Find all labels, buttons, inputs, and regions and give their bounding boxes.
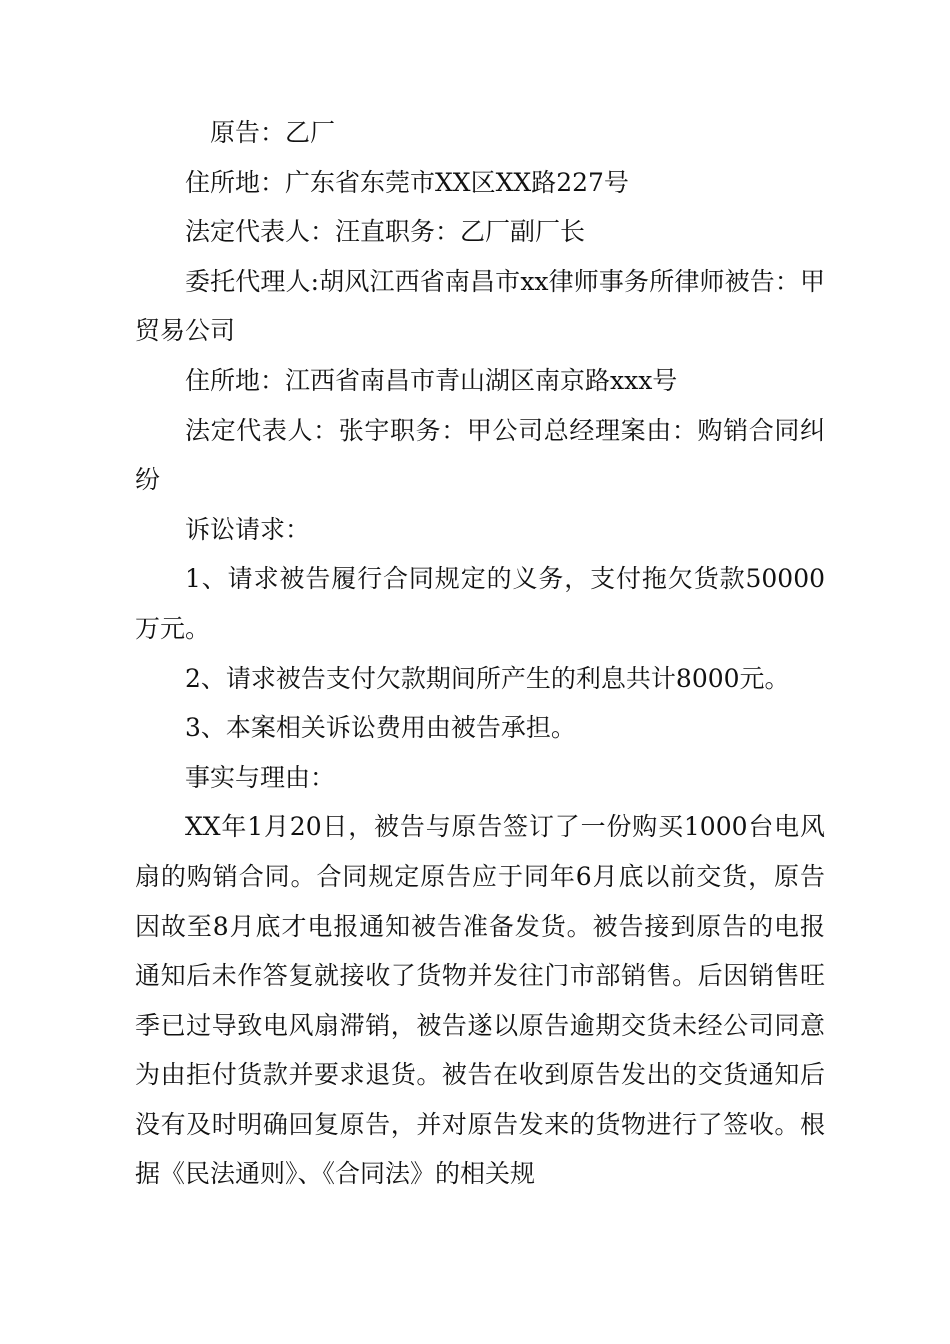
agent-and-defendant-line: 委托代理人:胡风江西省南昌市xx律师事务所律师被告：甲贸易公司 xyxy=(135,266,825,346)
claim-item-2: 2、请求被告支付欠款期间所产生的利息共计8000元。 xyxy=(185,663,790,693)
defendant-representative-and-cause-line: 法定代表人：张宇职务：甲公司总经理案由：购销合同纠纷 xyxy=(135,415,825,495)
plaintiff-address-line: 住所地：广东省东莞市XX区XX路227号 xyxy=(185,167,629,197)
document-body xyxy=(135,108,825,1199)
claim-item-3: 3、本案相关诉讼费用由被告承担。 xyxy=(185,713,576,743)
plaintiff-representative-line: 法定代表人：汪直职务：乙厂副厂长 xyxy=(185,217,586,247)
plaintiff-line: 原告：乙厂 xyxy=(210,118,336,147)
facts-paragraph: XX年1月20日，被告与原告签订了一份购买1000台电风扇的购销合同。合同规定原告应于同年6月底以前交货，原告因故至8月底才电报通知被告准备发货。被告接到原告的电报通知后未作答复就接收了货物并发往门市部销售。后因销售旺季已过导致电风扇滞销，被告遂以原告逾期交货未经公司同意为由拒付货款并要求退货。被告在收到原告发出的交货通知后没有及时明确回复原告，并对原告发来的货物进行了签收。根据《民法通则》、《合同法》的相关规 xyxy=(135,812,825,1189)
claim-item-1: 1、请求被告履行合同规定的义务，支付拖欠货款50000万元。 xyxy=(135,564,825,643)
defendant-address-line: 住所地：江西省南昌市青山湖区南京路xxx号 xyxy=(185,365,678,395)
claims-heading: 诉讼请求： xyxy=(185,514,311,544)
facts-heading: 事实与理由： xyxy=(185,762,336,792)
